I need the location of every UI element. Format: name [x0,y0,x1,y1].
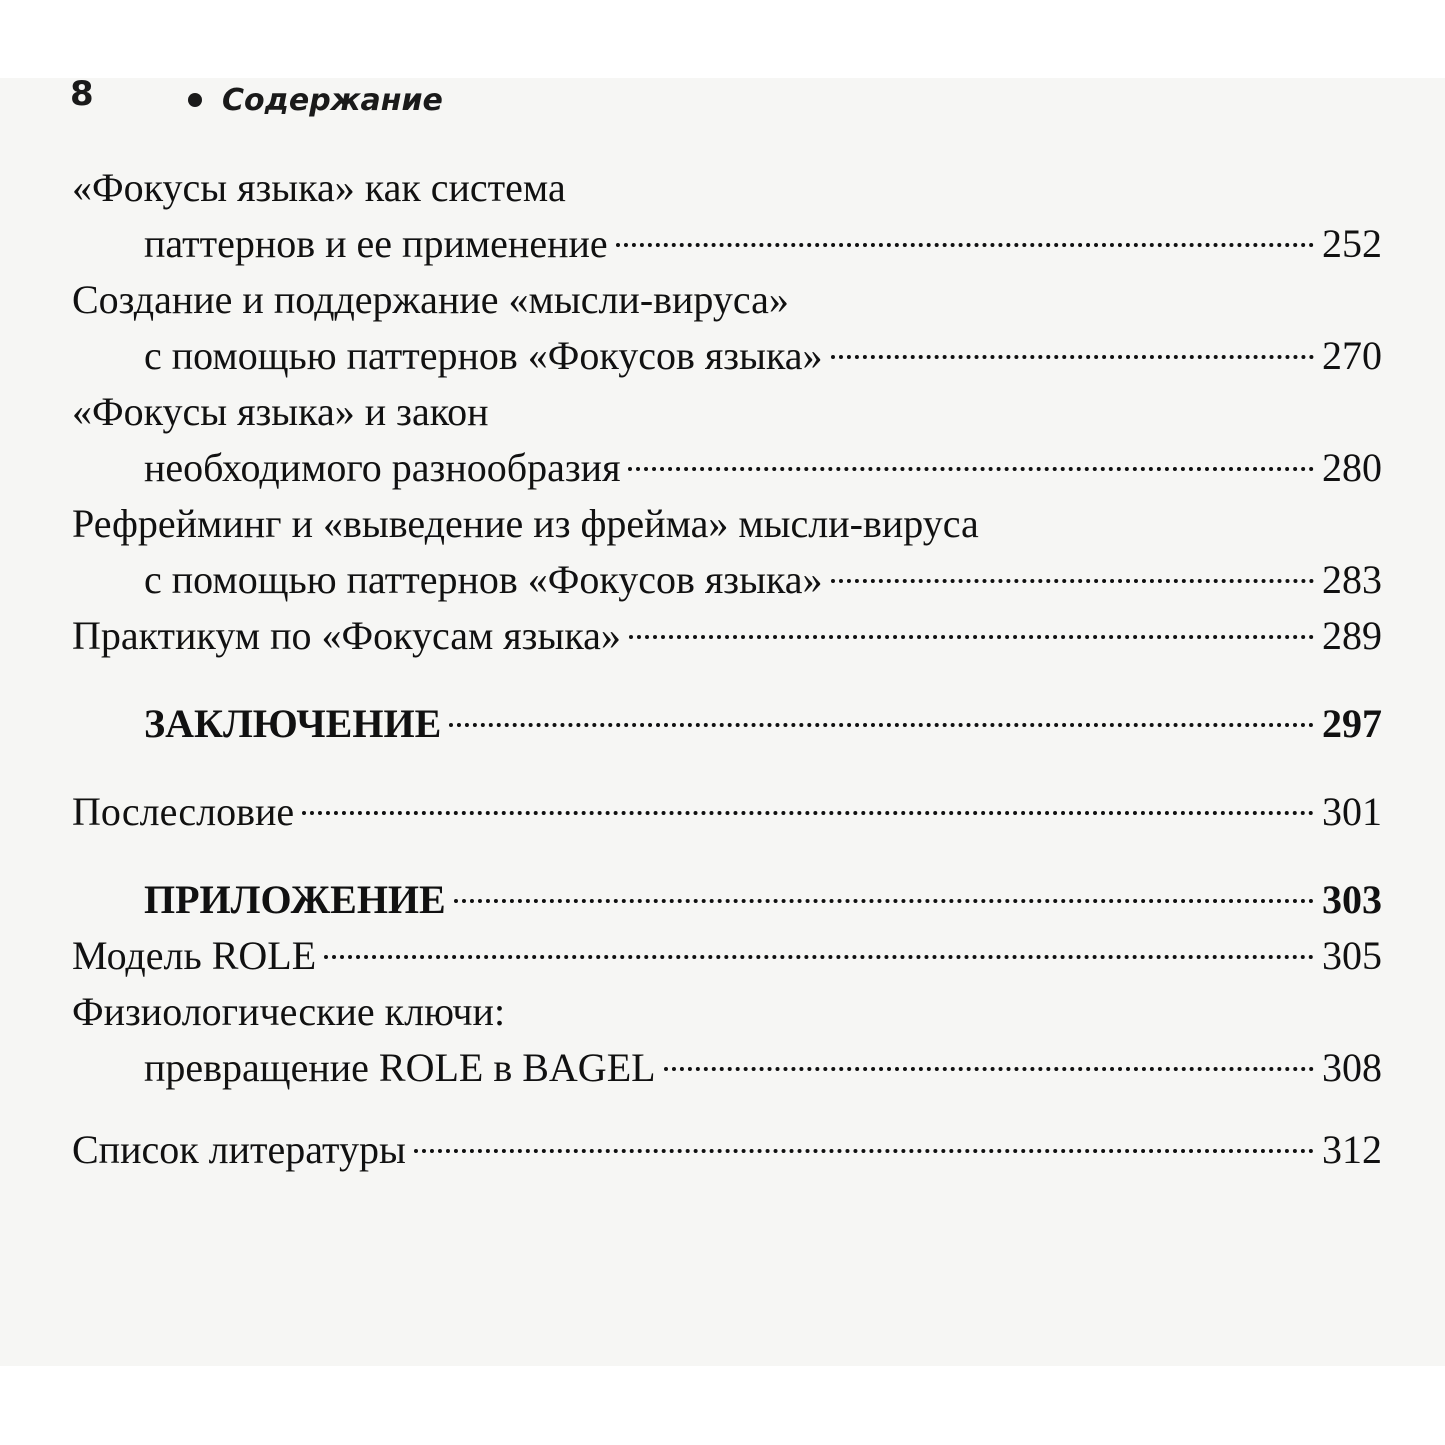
toc-entry-line [72,608,1382,664]
toc-page-number: 308 [1322,1045,1382,1090]
toc-entry-title: превращение ROLE в BAGEL [144,1045,656,1090]
dot-leader [831,355,1314,359]
toc-page-number: 305 [1322,933,1382,978]
toc-entry-title: необходимого разнообразия [144,445,621,490]
toc-page-number: 283 [1322,557,1382,602]
toc-entry-title: с помощью паттернов «Фокусов языка» [144,557,823,602]
spacer [72,840,1382,872]
toc-entry-title: с помощью паттернов «Фокусов языка» [144,333,823,378]
toc-entry-title: Создание и поддержание «мысли-вируса» [72,277,789,322]
dot-leader [629,635,1314,639]
toc-entry-line [72,928,1382,984]
dot-leader [628,467,1314,471]
toc-entry-title: «Фокусы языка» как система [72,165,566,210]
toc-chapter-title: ПРИЛОЖЕНИЕ [144,877,446,922]
table-of-contents [72,160,1382,1178]
toc-entry-line [72,160,1382,216]
toc-page-number: 297 [1322,701,1382,746]
toc-entry-line [72,984,1382,1040]
toc-entry-line [72,328,1382,384]
toc-entry-line [72,440,1382,496]
dot-leader [454,899,1314,903]
dot-leader [616,243,1314,247]
toc-entry-title: Физиологические ключи: [72,989,506,1034]
running-header [70,74,443,120]
toc-page-number: 303 [1322,877,1382,922]
toc-entry-title: Рефрейминг и «выведение из фрейма» мысли-вируса [72,501,979,546]
toc-entry-line [72,496,1382,552]
toc-page-number: 270 [1322,333,1382,378]
bullet-icon [188,93,202,107]
toc-entry-line [72,784,1382,840]
toc-chapter-line [72,696,1382,752]
spacer [72,1096,1382,1122]
toc-page-number: 312 [1322,1127,1382,1172]
toc-entry-title: «Фокусы языка» и закон [72,389,489,434]
toc-page-number: 280 [1322,445,1382,490]
toc-entry-line [72,1122,1382,1178]
toc-page-number: 289 [1322,613,1382,658]
toc-entry-title: Модель ROLE [72,933,317,978]
running-header-title: Содержание [222,82,443,118]
page-number: 8 [70,74,94,114]
toc-entry-title: паттернов и ее применение [144,221,608,266]
toc-entry-line [72,216,1382,272]
dot-leader [324,955,1314,959]
dot-leader [449,723,1314,727]
toc-entry-title: Практикум по «Фокусам языка» [72,613,621,658]
dot-leader [831,579,1314,583]
toc-chapter-line [72,872,1382,928]
toc-page-number: 252 [1322,221,1382,266]
dot-leader [414,1149,1314,1153]
dot-leader [302,811,1314,815]
toc-entry-line [72,1040,1382,1096]
toc-entry-line [72,384,1382,440]
dot-leader [664,1067,1314,1071]
toc-chapter-title: ЗАКЛЮЧЕНИЕ [144,701,442,746]
toc-page-number: 301 [1322,789,1382,834]
spacer [72,752,1382,784]
toc-entry-line [72,272,1382,328]
spacer [72,664,1382,696]
toc-entry-title: Список литературы [72,1127,406,1172]
toc-entry-line [72,552,1382,608]
toc-entry-title: Послесловие [72,789,295,834]
